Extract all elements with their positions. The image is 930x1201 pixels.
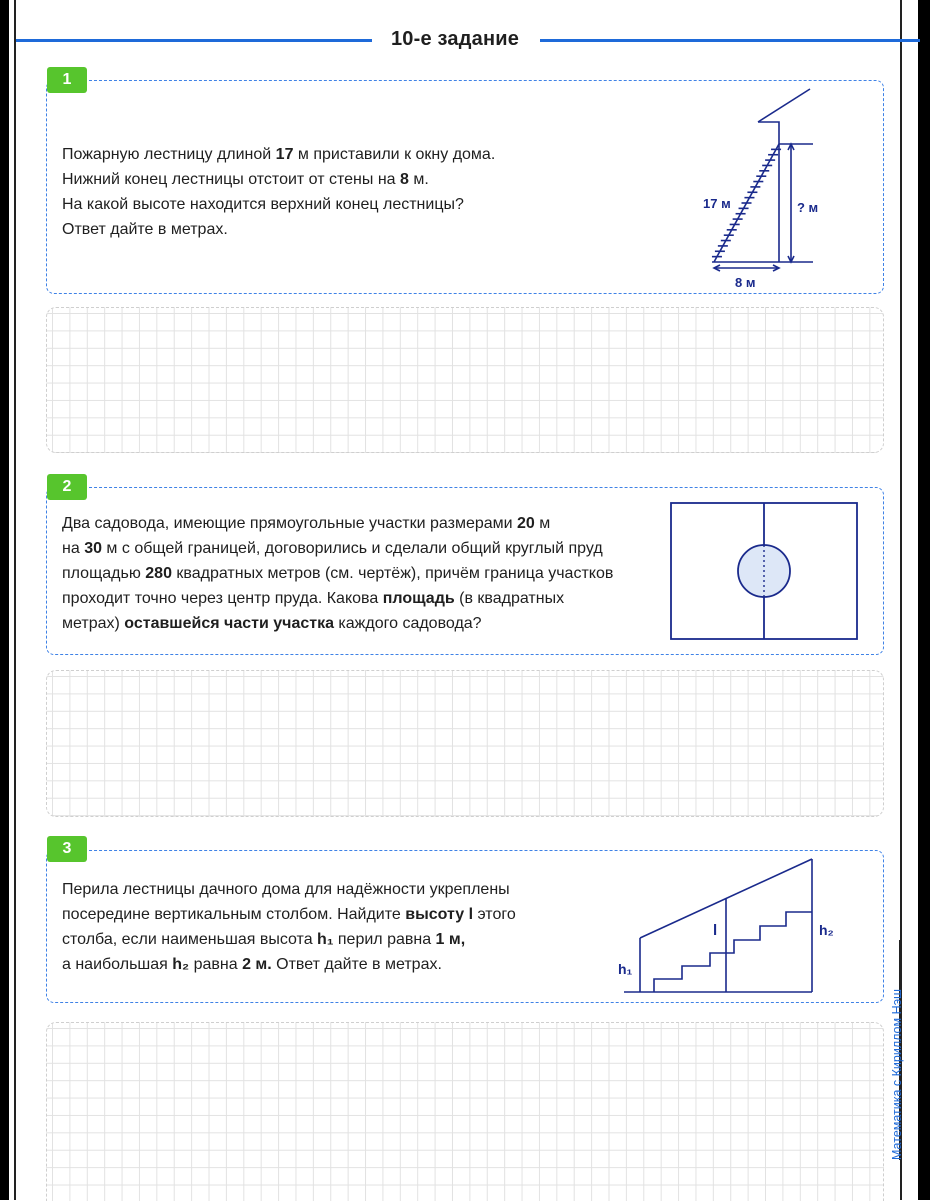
task-text-line: На какой высоте находится верхний конец лестницы? — [62, 196, 464, 213]
task-text-line: проходит точно через центр пруда. Какова площадь (в квадратных — [62, 590, 565, 607]
task-text-line: на 30 м с общей границей, договорились и сделали общий круглый пруд — [62, 540, 603, 557]
task-text-line: Пожарную лестницу длиной 17 м приставили к окну дома. — [62, 146, 496, 163]
task-text-line: Нижний конец лестницы отстоит от стены на 8 м. — [62, 171, 429, 188]
task-text-line: Перила лестницы дачного дома для надёжности укреплены — [62, 881, 510, 898]
task-2-number: 2 — [47, 474, 87, 500]
l-label: l — [713, 922, 718, 939]
base-label: 8 м — [735, 275, 756, 290]
task-text-line: столба, если наименьшая высота h₁ перил равна 1 м, — [62, 931, 466, 948]
page-title: 10-е задание — [390, 28, 520, 50]
header-rule-right — [540, 39, 920, 42]
task-3-text — [62, 877, 516, 977]
task-text-line: площадью 280 квадратных метров (см. чертёж), причём граница участков — [62, 565, 614, 582]
task-text-line: Ответ дайте в метрах. — [62, 221, 228, 238]
ladder-length-label: 17 м — [703, 196, 731, 211]
task-2-text — [62, 511, 613, 636]
roof-line — [758, 89, 810, 122]
answer-grid-2[interactable] — [46, 670, 884, 817]
railing-figure — [612, 855, 844, 1000]
stairs — [654, 912, 812, 992]
h1-label: h₁ — [618, 961, 633, 977]
right-edge — [918, 0, 930, 1200]
answer-grid-3[interactable] — [46, 1022, 884, 1201]
task-1-text — [62, 142, 495, 242]
header-rule-left — [16, 39, 372, 42]
wall-line — [758, 122, 779, 262]
answer-grid-1[interactable] — [46, 307, 884, 453]
left-edge — [0, 0, 9, 1200]
task-text-line: посередине вертикальным столбом. Найдите высоту l этого — [62, 906, 516, 923]
page-border-left — [14, 0, 16, 1200]
side-credit: Математика с Кириллом Нэш — [890, 988, 904, 1160]
h2-label: h₂ — [819, 922, 834, 938]
height-label: ? м — [797, 200, 819, 215]
ladder-figure — [690, 84, 840, 294]
task-3-number: 3 — [47, 836, 87, 862]
garden-figure — [668, 500, 862, 642]
task-text-line: Два садовода, имеющие прямоугольные участки размерами 20 м — [62, 515, 551, 532]
task-1-number: 1 — [47, 67, 87, 93]
task-text-line: а наибольшая h₂ равна 2 м. Ответ дайте в метрах. — [62, 956, 442, 973]
task-text-line: метрах) оставшейся части участка каждого садовода? — [62, 615, 482, 632]
